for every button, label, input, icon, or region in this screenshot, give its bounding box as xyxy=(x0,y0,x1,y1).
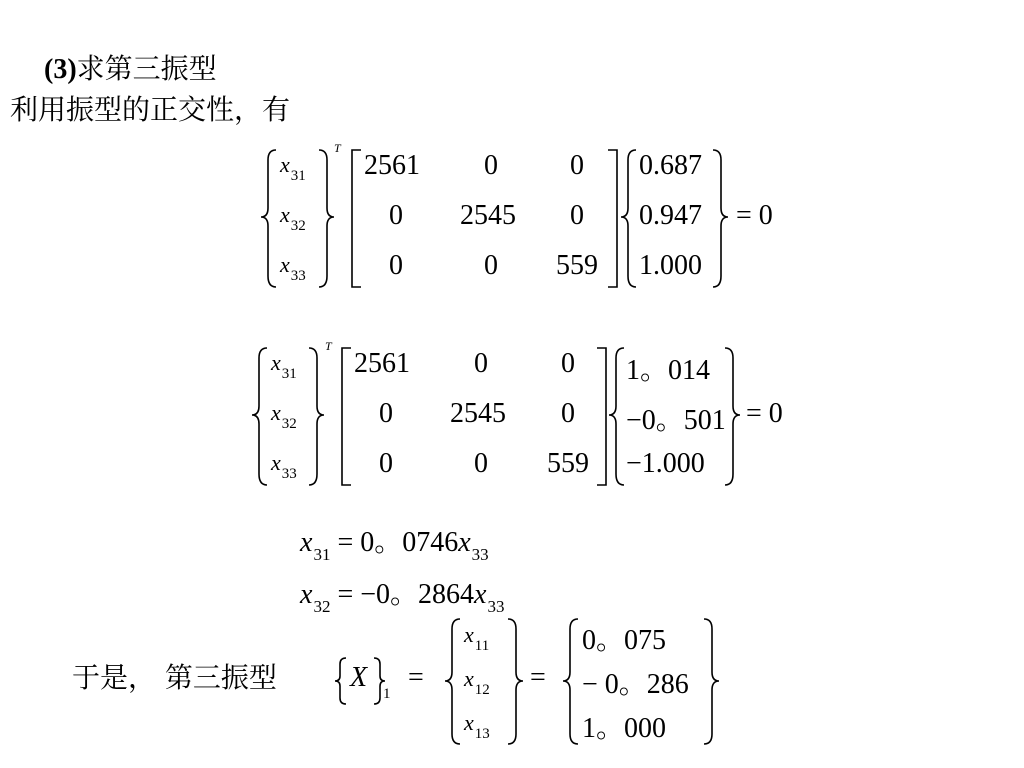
section-title: 求第三振型 xyxy=(76,52,217,85)
mass-cell: 0 xyxy=(474,448,488,479)
equals-zero: = 0 xyxy=(746,398,783,429)
mode-vector-x13: $x_{13}$ xyxy=(464,710,490,742)
mass-cell: 2561 xyxy=(354,348,410,379)
mode-vector-x11: $x_{11}$ xyxy=(464,622,490,654)
mode-value: − 0。286 xyxy=(582,669,689,700)
mass-cell: 0 xyxy=(379,448,393,479)
mode-value: 0。075 xyxy=(582,625,667,656)
mode2-value: −1.000 xyxy=(626,448,705,479)
mode-vector-x12: $x_{12}$ xyxy=(464,666,490,698)
mass-cell: 0 xyxy=(389,250,403,281)
mass-cell: 0 xyxy=(570,150,584,181)
mass-cell: 0 xyxy=(389,200,403,231)
mass-cell: 2561 xyxy=(364,150,420,181)
unknown-x32: $x_{32}$ xyxy=(280,202,306,234)
mass-cell: 559 xyxy=(547,448,589,479)
result-x32: $x_{32} = -0$。$2864x_{33}$ xyxy=(300,579,505,616)
mass-cell: 2545 xyxy=(460,200,516,231)
mass-cell: 0 xyxy=(570,200,584,231)
mode2-value: −0。501 xyxy=(626,405,726,436)
result-x31: $x_{31} = 0$。$0746x_{33}$ xyxy=(300,527,489,564)
transpose-marker: T xyxy=(325,339,332,353)
mode-symbol: X xyxy=(350,662,368,693)
mass-cell: 0 xyxy=(484,250,498,281)
unknown-x31: $x_{31}$ xyxy=(280,152,306,184)
mode1-value: 0.687 xyxy=(639,150,702,181)
unknown-x33: $x_{33}$ xyxy=(280,252,306,284)
transpose-marker: T xyxy=(334,141,341,155)
mass-cell: 2545 xyxy=(450,398,506,429)
mass-cell: 0 xyxy=(379,398,393,429)
mode-value: 1。000 xyxy=(582,713,667,744)
section-number: (3) xyxy=(44,54,77,85)
mass-cell: 0 xyxy=(474,348,488,379)
mode2-value: 1。014 xyxy=(626,355,711,386)
mode1-value: 1.000 xyxy=(639,250,702,281)
unknown-x31: $x_{31}$ xyxy=(271,350,297,382)
mass-cell: 0 xyxy=(484,150,498,181)
equals-sign: = xyxy=(530,662,546,693)
unknown-x32: $x_{32}$ xyxy=(271,400,297,432)
mass-cell: 559 xyxy=(556,250,598,281)
mass-cell: 0 xyxy=(561,398,575,429)
unknown-x33: $x_{33}$ xyxy=(271,450,297,482)
mode1-value: 0.947 xyxy=(639,200,702,231)
mass-cell: 0 xyxy=(561,348,575,379)
intro-text: 利用振型的正交性，有 xyxy=(10,93,291,126)
equals-zero: = 0 xyxy=(736,200,773,231)
equals-sign: = xyxy=(408,662,424,693)
mode-symbol-subscript: 1 xyxy=(383,686,391,702)
conclusion-label: 于是， 第三振型 xyxy=(72,661,277,694)
